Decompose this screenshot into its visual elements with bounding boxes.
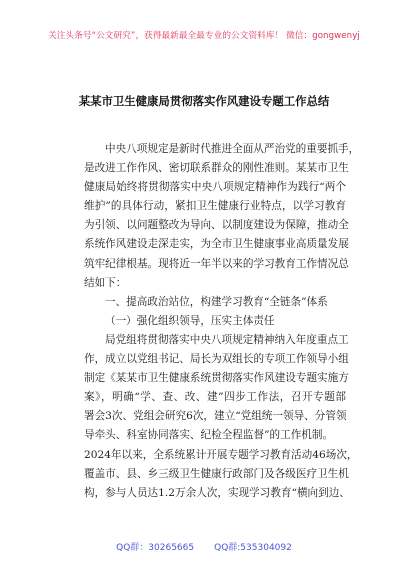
document-title: 某某市卫生健康局贯彻落实作风建设专题工作总结 [78,94,330,108]
body-line-16: 覆盖市、县、乡三级卫生健康行政部门及各级医疗卫生机 [84,467,349,480]
footer-qq-group-2: QQ群:535304092 [214,543,292,553]
body-line-13: 署会3次、党组会研究6次，建立“党组统一领导、分管领 [84,410,347,423]
footer-contacts [0,540,408,553]
body-line-8: 结如下： [84,276,127,289]
body-line-15: 2024年以来，全系统累计开展专题学习教育活动46场次， [84,448,358,461]
body-line-7: 筑牢纪律根基。现将近一年半以来的学习教育工作情况总 [84,257,349,270]
header-banner: 关注头条号“公文研究”，获得最新最全最专业的公文资料库！ 微信：gongwenyj [48,31,360,41]
document-body [84,140,360,503]
footer-qq-group-1: QQ群：30265665 [116,543,195,553]
section-heading-1: 一、提高政治站位，构建学习教育“全链条”体系 [105,295,328,308]
body-line-12: 案》，明确“学、查、改、建”四步工作法，召开专题部 [84,391,346,404]
body-line-11: 制定《某某市卫生健康系统贯彻落实作风建设专题实施方 [84,372,349,385]
body-line-1: 中央八项规定是新时代推进全面从严治党的重要抓手， [105,143,360,155]
body-line-2: 是改进工作作风、密切联系群众的刚性准则。某某市卫生 [84,162,349,175]
body-line-3: 健康局始终将贯彻落实中央八项规定精神作为践行“两个 [84,181,346,194]
body-line-4: 维护”的具体行动，紧扣卫生健康行业特点，以学习教育 [84,200,346,213]
body-line-6: 系统作风建设走深走实，为全市卫生健康事业高质量发展 [84,238,349,251]
body-line-10: 作，成立以党组书记、局长为双组长的专项工作领导小组 [84,353,349,366]
subsection-heading-1: （一）强化组织领导，压实主体责任 [105,314,275,327]
body-line-17: 构，参与人员达1.2万余人次，实现学习教育“横向到边、 [84,486,350,499]
body-line-14: 导牵头、科室协同落实、纪检全程监督”的工作机制。 [84,429,334,442]
body-line-9: 局党组将贯彻落实中央八项规定精神纳入年度重点工 [105,333,349,346]
body-line-5: 为引领、以问题整改为导向、以制度建设为保障，推动全 [84,219,349,232]
